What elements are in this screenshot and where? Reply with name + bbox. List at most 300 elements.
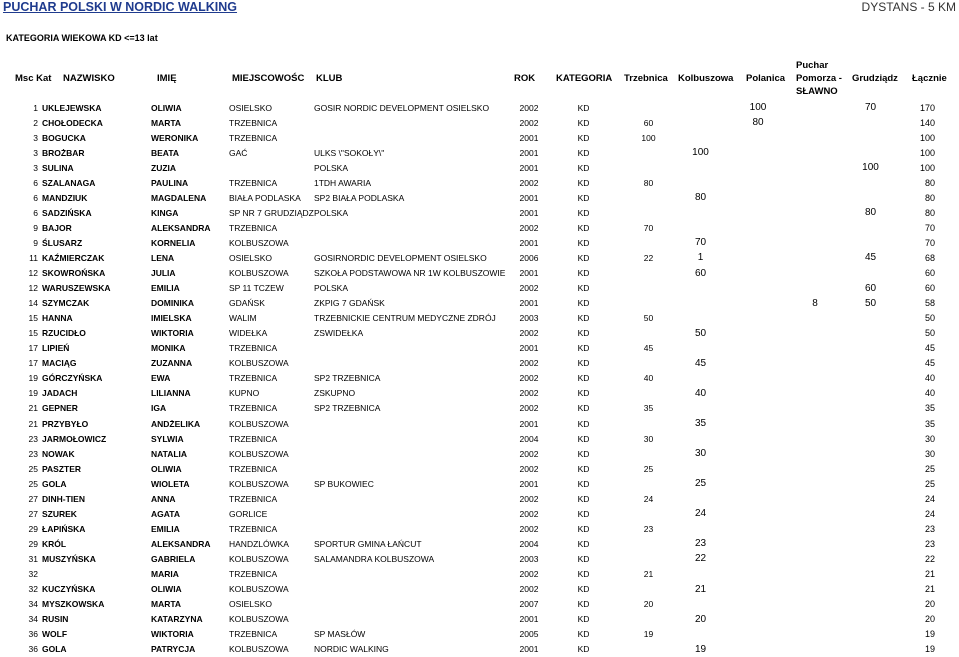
city-cell: KOLBUSZOWA <box>229 644 289 655</box>
city-cell: BIAŁA PODLASKA <box>229 192 301 203</box>
kolbuszowa-points: 60 <box>694 267 707 279</box>
first-name-cell: ANNA <box>151 493 176 504</box>
polanica-points <box>727 627 789 642</box>
place-cell: 27 <box>28 508 38 519</box>
year-cell: 2001 <box>519 614 539 625</box>
city-cell: KOLBUSZOWA <box>229 237 289 248</box>
trzebnica-points <box>623 506 674 521</box>
category-cell: KD <box>577 448 590 459</box>
year-cell: 2001 <box>519 207 539 218</box>
pomorze-points <box>789 356 841 371</box>
surname-cell: JARMOŁOWICZ <box>42 433 107 444</box>
trzebnica-points: 21 <box>643 568 654 579</box>
table-row <box>0 642 959 657</box>
kolbuszowa-points: 30 <box>694 448 707 460</box>
first-name-cell: JULIA <box>151 268 176 279</box>
trzebnica-points <box>623 446 674 461</box>
grudziadz-points: 70 <box>864 102 877 114</box>
header-grudziadz: Grudziądz <box>852 73 898 84</box>
club-cell: SP2 TRZEBNICA <box>314 403 381 414</box>
first-name-cell: WIKTORIA <box>151 328 194 339</box>
polanica-points <box>727 401 789 416</box>
surname-cell: SZUREK <box>42 508 77 519</box>
surname-cell: NOWAK <box>42 448 75 459</box>
table-row <box>0 536 959 551</box>
trzebnica-points <box>623 612 674 627</box>
grudziadz-points <box>841 597 900 612</box>
category-cell: KD <box>577 147 590 158</box>
trzebnica-points: 80 <box>643 177 654 188</box>
polanica-points <box>727 521 789 536</box>
pomorze-points <box>789 536 841 551</box>
table-row <box>0 145 959 160</box>
trzebnica-points <box>623 296 674 311</box>
first-name-cell: MARIA <box>151 568 179 579</box>
surname-cell: RZUCIDŁO <box>42 328 86 339</box>
first-name-cell: MONIKA <box>151 343 186 354</box>
kolbuszowa-points <box>674 461 727 476</box>
polanica-points <box>727 612 789 627</box>
pomorze-points <box>789 431 841 446</box>
grudziadz-points <box>841 401 900 416</box>
polanica-points <box>727 220 789 235</box>
year-cell: 2002 <box>519 493 539 504</box>
polanica-points <box>727 235 789 250</box>
total-points: 22 <box>924 553 935 564</box>
city-cell: OSIELSKO <box>229 599 272 610</box>
total-points: 19 <box>924 629 935 640</box>
kolbuszowa-points <box>674 521 727 536</box>
first-name-cell: IMIELSKA <box>151 313 192 324</box>
table-row <box>0 250 959 265</box>
polanica-points <box>727 356 789 371</box>
city-cell: WIDEŁKA <box>229 328 268 339</box>
kolbuszowa-points <box>674 100 727 115</box>
pomorze-points <box>789 190 841 205</box>
grudziadz-points <box>841 341 900 356</box>
place-cell: 19 <box>28 373 38 384</box>
city-cell: TRZEBNICA <box>229 463 278 474</box>
trzebnica-points <box>623 205 674 220</box>
club-cell <box>314 597 514 612</box>
place-cell: 25 <box>28 478 38 489</box>
pomorze-points: 8 <box>812 297 818 309</box>
trzebnica-points <box>623 476 674 491</box>
table-row <box>0 446 959 461</box>
pomorze-points <box>789 341 841 356</box>
total-points: 100 <box>919 162 935 173</box>
first-name-cell: KINGA <box>151 207 179 218</box>
polanica-points: 100 <box>749 102 767 114</box>
kolbuszowa-points: 100 <box>692 147 709 159</box>
first-name-cell: MAGDALENA <box>151 192 207 203</box>
club-cell: SP BUKOWIEC <box>314 478 374 489</box>
header-nazwisko: NAZWISKO <box>63 73 115 84</box>
kolbuszowa-points <box>674 566 727 581</box>
kolbuszowa-points: 70 <box>694 237 707 249</box>
table-row <box>0 175 959 190</box>
polanica-points <box>727 566 789 581</box>
kolbuszowa-points: 22 <box>694 553 707 565</box>
grudziadz-points <box>841 175 900 190</box>
year-cell: 2001 <box>519 268 539 279</box>
place-cell: 19 <box>28 388 38 399</box>
pomorze-points <box>789 642 841 657</box>
category-cell: KD <box>577 162 590 173</box>
surname-cell: GÓRCZYŃSKA <box>42 373 103 384</box>
kolbuszowa-points <box>674 627 727 642</box>
table-row <box>0 521 959 536</box>
place-cell: 32 <box>28 568 38 579</box>
total-points: 50 <box>924 328 935 339</box>
trzebnica-points <box>623 160 674 175</box>
results-table <box>0 100 959 657</box>
place-cell: 27 <box>28 493 38 504</box>
first-name-cell: OLIWIA <box>151 102 182 113</box>
header-trzebnica: Trzebnica <box>624 73 668 84</box>
first-name-cell: KATARZYNA <box>151 614 203 625</box>
category-cell: KD <box>577 433 590 444</box>
category-cell: KD <box>577 614 590 625</box>
grudziadz-points <box>841 551 900 566</box>
header-miejscowosc: MIEJSCOWOŚC <box>232 73 305 84</box>
surname-cell: BROŻBAR <box>42 147 85 158</box>
place-cell: 34 <box>28 614 38 625</box>
city-cell: TRZEBNICA <box>229 343 278 354</box>
club-cell: SZKOŁA PODSTAWOWA NR 1W KOLBUSZOWIE <box>314 268 506 279</box>
city-cell: OSIELSKO <box>229 252 272 263</box>
first-name-cell: EMILIA <box>151 283 180 294</box>
pomorze-points <box>789 612 841 627</box>
header-polanica: Polanica <box>746 73 786 84</box>
total-points: 21 <box>924 568 935 579</box>
header-slawno: SŁAWNO <box>796 86 838 97</box>
year-cell: 2004 <box>519 538 539 549</box>
grudziadz-points: 45 <box>864 252 877 264</box>
polanica-points <box>727 536 789 551</box>
trzebnica-points <box>623 326 674 341</box>
grudziadz-points <box>841 461 900 476</box>
surname-cell: MANDZIUK <box>42 192 88 203</box>
place-cell: 29 <box>28 523 38 534</box>
total-points: 35 <box>924 418 935 429</box>
city-cell: TRZEBNICA <box>229 177 278 188</box>
grudziadz-points <box>841 145 900 160</box>
table-row <box>0 326 959 341</box>
trzebnica-points <box>623 235 674 250</box>
kolbuszowa-points <box>674 220 727 235</box>
category-cell: KD <box>577 358 590 369</box>
pomorze-points <box>789 145 841 160</box>
table-row <box>0 401 959 416</box>
year-cell: 2001 <box>519 298 539 309</box>
table-row <box>0 371 959 386</box>
polanica-points <box>727 326 789 341</box>
pomorze-points <box>789 401 841 416</box>
place-cell: 36 <box>28 629 38 640</box>
first-name-cell: ANDŻELIKA <box>151 418 201 429</box>
place-cell: 34 <box>28 599 38 610</box>
polanica-points <box>727 416 789 431</box>
category-cell: KD <box>577 538 590 549</box>
table-row <box>0 281 959 296</box>
city-cell: TRZEBNICA <box>229 568 278 579</box>
city-cell: TRZEBNICA <box>229 132 278 143</box>
category-cell: KD <box>577 343 590 354</box>
total-points: 21 <box>924 584 935 595</box>
club-cell: GOSIR NORDIC DEVELOPMENT OSIELSKO <box>314 102 490 113</box>
category-cell: KD <box>577 328 590 339</box>
category-cell: KD <box>577 207 590 218</box>
category-cell: KD <box>577 523 590 534</box>
table-row <box>0 130 959 145</box>
club-cell: TRZEBNICKIE CENTRUM MEDYCZNE ZDRÓJ <box>314 313 496 324</box>
pomorze-points <box>789 597 841 612</box>
club-cell <box>314 115 514 130</box>
pomorze-points <box>789 281 841 296</box>
year-cell: 2006 <box>519 252 539 263</box>
pomorze-points <box>789 160 841 175</box>
city-cell: KOLBUSZOWA <box>229 553 289 564</box>
polanica-points <box>727 642 789 657</box>
place-cell: 15 <box>28 328 38 339</box>
year-cell: 2002 <box>519 448 539 459</box>
table-row <box>0 190 959 205</box>
year-cell: 2002 <box>519 508 539 519</box>
city-cell: GORLICE <box>229 508 268 519</box>
grudziadz-points <box>841 582 900 597</box>
place-cell: 17 <box>28 343 38 354</box>
grudziadz-points <box>841 612 900 627</box>
year-cell: 2002 <box>519 177 539 188</box>
city-cell: GAĆ <box>229 147 248 158</box>
grudziadz-points: 80 <box>864 207 877 219</box>
surname-cell: GOLA <box>42 478 67 489</box>
first-name-cell: MARTA <box>151 117 182 128</box>
year-cell: 2002 <box>519 463 539 474</box>
total-points: 25 <box>924 478 935 489</box>
club-cell: SP2 TRZEBNICA <box>314 373 381 384</box>
surname-cell: MUSZYŃSKA <box>42 553 96 564</box>
club-cell: SP2 BIAŁA PODLASKA <box>314 192 405 203</box>
city-cell: KOLBUSZOWA <box>229 584 289 595</box>
surname-cell: CHOŁODECKA <box>42 117 103 128</box>
total-points: 30 <box>924 433 935 444</box>
place-cell: 31 <box>28 553 38 564</box>
grudziadz-points <box>841 446 900 461</box>
grudziadz-points <box>841 536 900 551</box>
category-cell: KD <box>577 584 590 595</box>
club-cell <box>314 612 514 627</box>
place-cell: 1 <box>33 102 38 113</box>
table-row <box>0 627 959 642</box>
place-cell: 6 <box>33 192 38 203</box>
category-cell: KD <box>577 629 590 640</box>
total-points: 70 <box>924 237 935 248</box>
table-row <box>0 431 959 446</box>
place-cell: 23 <box>28 448 38 459</box>
first-name-cell: EWA <box>151 373 171 384</box>
city-cell: KUPNO <box>229 388 260 399</box>
surname-cell: MYSZKOWSKA <box>42 599 105 610</box>
trzebnica-points <box>623 356 674 371</box>
surname-cell: RUSIN <box>42 614 69 625</box>
club-cell <box>314 416 514 431</box>
city-cell: KOLBUSZOWA <box>229 358 289 369</box>
table-row <box>0 506 959 521</box>
polanica-points <box>727 476 789 491</box>
place-cell: 14 <box>28 298 38 309</box>
total-points: 68 <box>924 252 935 263</box>
club-cell: GOSIRNORDIC DEVELOPMENT OSIELSKO <box>314 252 487 263</box>
kolbuszowa-points: 80 <box>694 192 707 204</box>
table-row <box>0 235 959 250</box>
year-cell: 2002 <box>519 388 539 399</box>
place-cell: 12 <box>28 283 38 294</box>
first-name-cell: MARTA <box>151 599 182 610</box>
table-row <box>0 220 959 235</box>
city-cell: TRZEBNICA <box>229 493 278 504</box>
kolbuszowa-points: 50 <box>694 327 707 339</box>
category-cell: KD <box>577 283 590 294</box>
first-name-cell: AGATA <box>151 508 180 519</box>
kolbuszowa-points: 25 <box>694 478 707 490</box>
grudziadz-points <box>841 130 900 145</box>
table-row <box>0 582 959 597</box>
trzebnica-points <box>623 582 674 597</box>
place-cell: 9 <box>33 237 38 248</box>
category-cell: KD <box>577 418 590 429</box>
grudziadz-points <box>841 356 900 371</box>
header-puchar: Puchar <box>796 60 829 71</box>
total-points: 25 <box>924 463 935 474</box>
polanica-points <box>727 281 789 296</box>
total-points: 24 <box>924 508 935 519</box>
club-cell <box>314 582 514 597</box>
header-klub: KLUB <box>316 73 343 84</box>
trzebnica-points <box>623 536 674 551</box>
year-cell: 2002 <box>519 283 539 294</box>
pomorze-points <box>789 220 841 235</box>
polanica-points <box>727 145 789 160</box>
pomorze-points <box>789 506 841 521</box>
polanica-points <box>727 597 789 612</box>
year-cell: 2001 <box>519 147 539 158</box>
surname-cell: UKLEJEWSKA <box>42 102 102 113</box>
surname-cell: GEPNER <box>42 403 78 414</box>
total-points: 35 <box>924 403 935 414</box>
year-cell: 2002 <box>519 568 539 579</box>
year-cell: 2005 <box>519 629 539 640</box>
trzebnica-points: 50 <box>643 313 654 324</box>
year-cell: 2002 <box>519 117 539 128</box>
first-name-cell: WIOLETA <box>151 478 190 489</box>
header-kategoria: KATEGORIA <box>556 73 613 84</box>
pomorze-points <box>789 311 841 326</box>
club-cell <box>314 431 514 446</box>
city-cell: HANDZLÓWKA <box>229 538 289 549</box>
pomorze-points <box>789 266 841 281</box>
club-cell: POLSKA <box>314 283 349 294</box>
table-row <box>0 491 959 506</box>
pomorze-points <box>789 205 841 220</box>
first-name-cell: SYLWIA <box>151 433 184 444</box>
table-row <box>0 356 959 371</box>
place-cell: 6 <box>33 207 38 218</box>
first-name-cell: NATALIA <box>151 448 188 459</box>
surname-cell <box>42 566 151 581</box>
place-cell: 3 <box>33 147 38 158</box>
pomorze-points <box>789 416 841 431</box>
surname-cell: SADZIŃSKA <box>42 207 92 218</box>
table-row <box>0 476 959 491</box>
year-cell: 2002 <box>519 373 539 384</box>
trzebnica-points <box>623 281 674 296</box>
total-points: 58 <box>924 298 935 309</box>
club-cell <box>314 521 514 536</box>
total-points: 23 <box>924 538 935 549</box>
category-label: KATEGORIA WIEKOWA KD <=13 lat <box>6 33 158 43</box>
grudziadz-points <box>841 491 900 506</box>
total-points: 100 <box>919 132 935 143</box>
polanica-points <box>727 551 789 566</box>
city-cell: OSIELSKO <box>229 102 272 113</box>
club-cell: ZKPIG 7 GDAŃSK <box>314 298 385 309</box>
grudziadz-points <box>841 566 900 581</box>
distance-label: DYSTANS - 5 KM <box>861 0 956 14</box>
club-cell <box>314 220 514 235</box>
total-points: 140 <box>919 117 935 128</box>
kolbuszowa-points: 21 <box>694 583 707 595</box>
year-cell: 2007 <box>519 599 539 610</box>
first-name-cell: IGA <box>151 403 167 414</box>
polanica-points <box>727 130 789 145</box>
first-name-cell: EMILIA <box>151 523 180 534</box>
total-points: 70 <box>924 222 935 233</box>
pomorze-points <box>789 130 841 145</box>
polanica-points <box>727 205 789 220</box>
category-cell: KD <box>577 463 590 474</box>
first-name-cell: OLIWIA <box>151 463 182 474</box>
kolbuszowa-points <box>674 160 727 175</box>
surname-cell: HANNA <box>42 313 73 324</box>
header-lacznie: Łącznie <box>912 73 947 84</box>
year-cell: 2002 <box>519 222 539 233</box>
table-row <box>0 386 959 401</box>
category-cell: KD <box>577 493 590 504</box>
grudziadz-points <box>841 476 900 491</box>
category-cell: KD <box>577 192 590 203</box>
category-cell: KD <box>577 478 590 489</box>
trzebnica-points <box>623 100 674 115</box>
city-cell: SP 11 TCZEW <box>229 283 284 294</box>
kolbuszowa-points <box>674 341 727 356</box>
table-row <box>0 416 959 431</box>
year-cell: 2003 <box>519 553 539 564</box>
year-cell: 2002 <box>519 584 539 595</box>
club-cell <box>314 446 514 461</box>
total-points: 60 <box>924 283 935 294</box>
place-cell: 12 <box>28 268 38 279</box>
year-cell: 2001 <box>519 644 539 655</box>
polanica-points <box>727 386 789 401</box>
grudziadz-points <box>841 386 900 401</box>
pomorze-points <box>789 250 841 265</box>
kolbuszowa-points <box>674 205 727 220</box>
trzebnica-points <box>623 642 674 657</box>
city-cell: KOLBUSZOWA <box>229 268 289 279</box>
grudziadz-points: 100 <box>862 162 879 174</box>
